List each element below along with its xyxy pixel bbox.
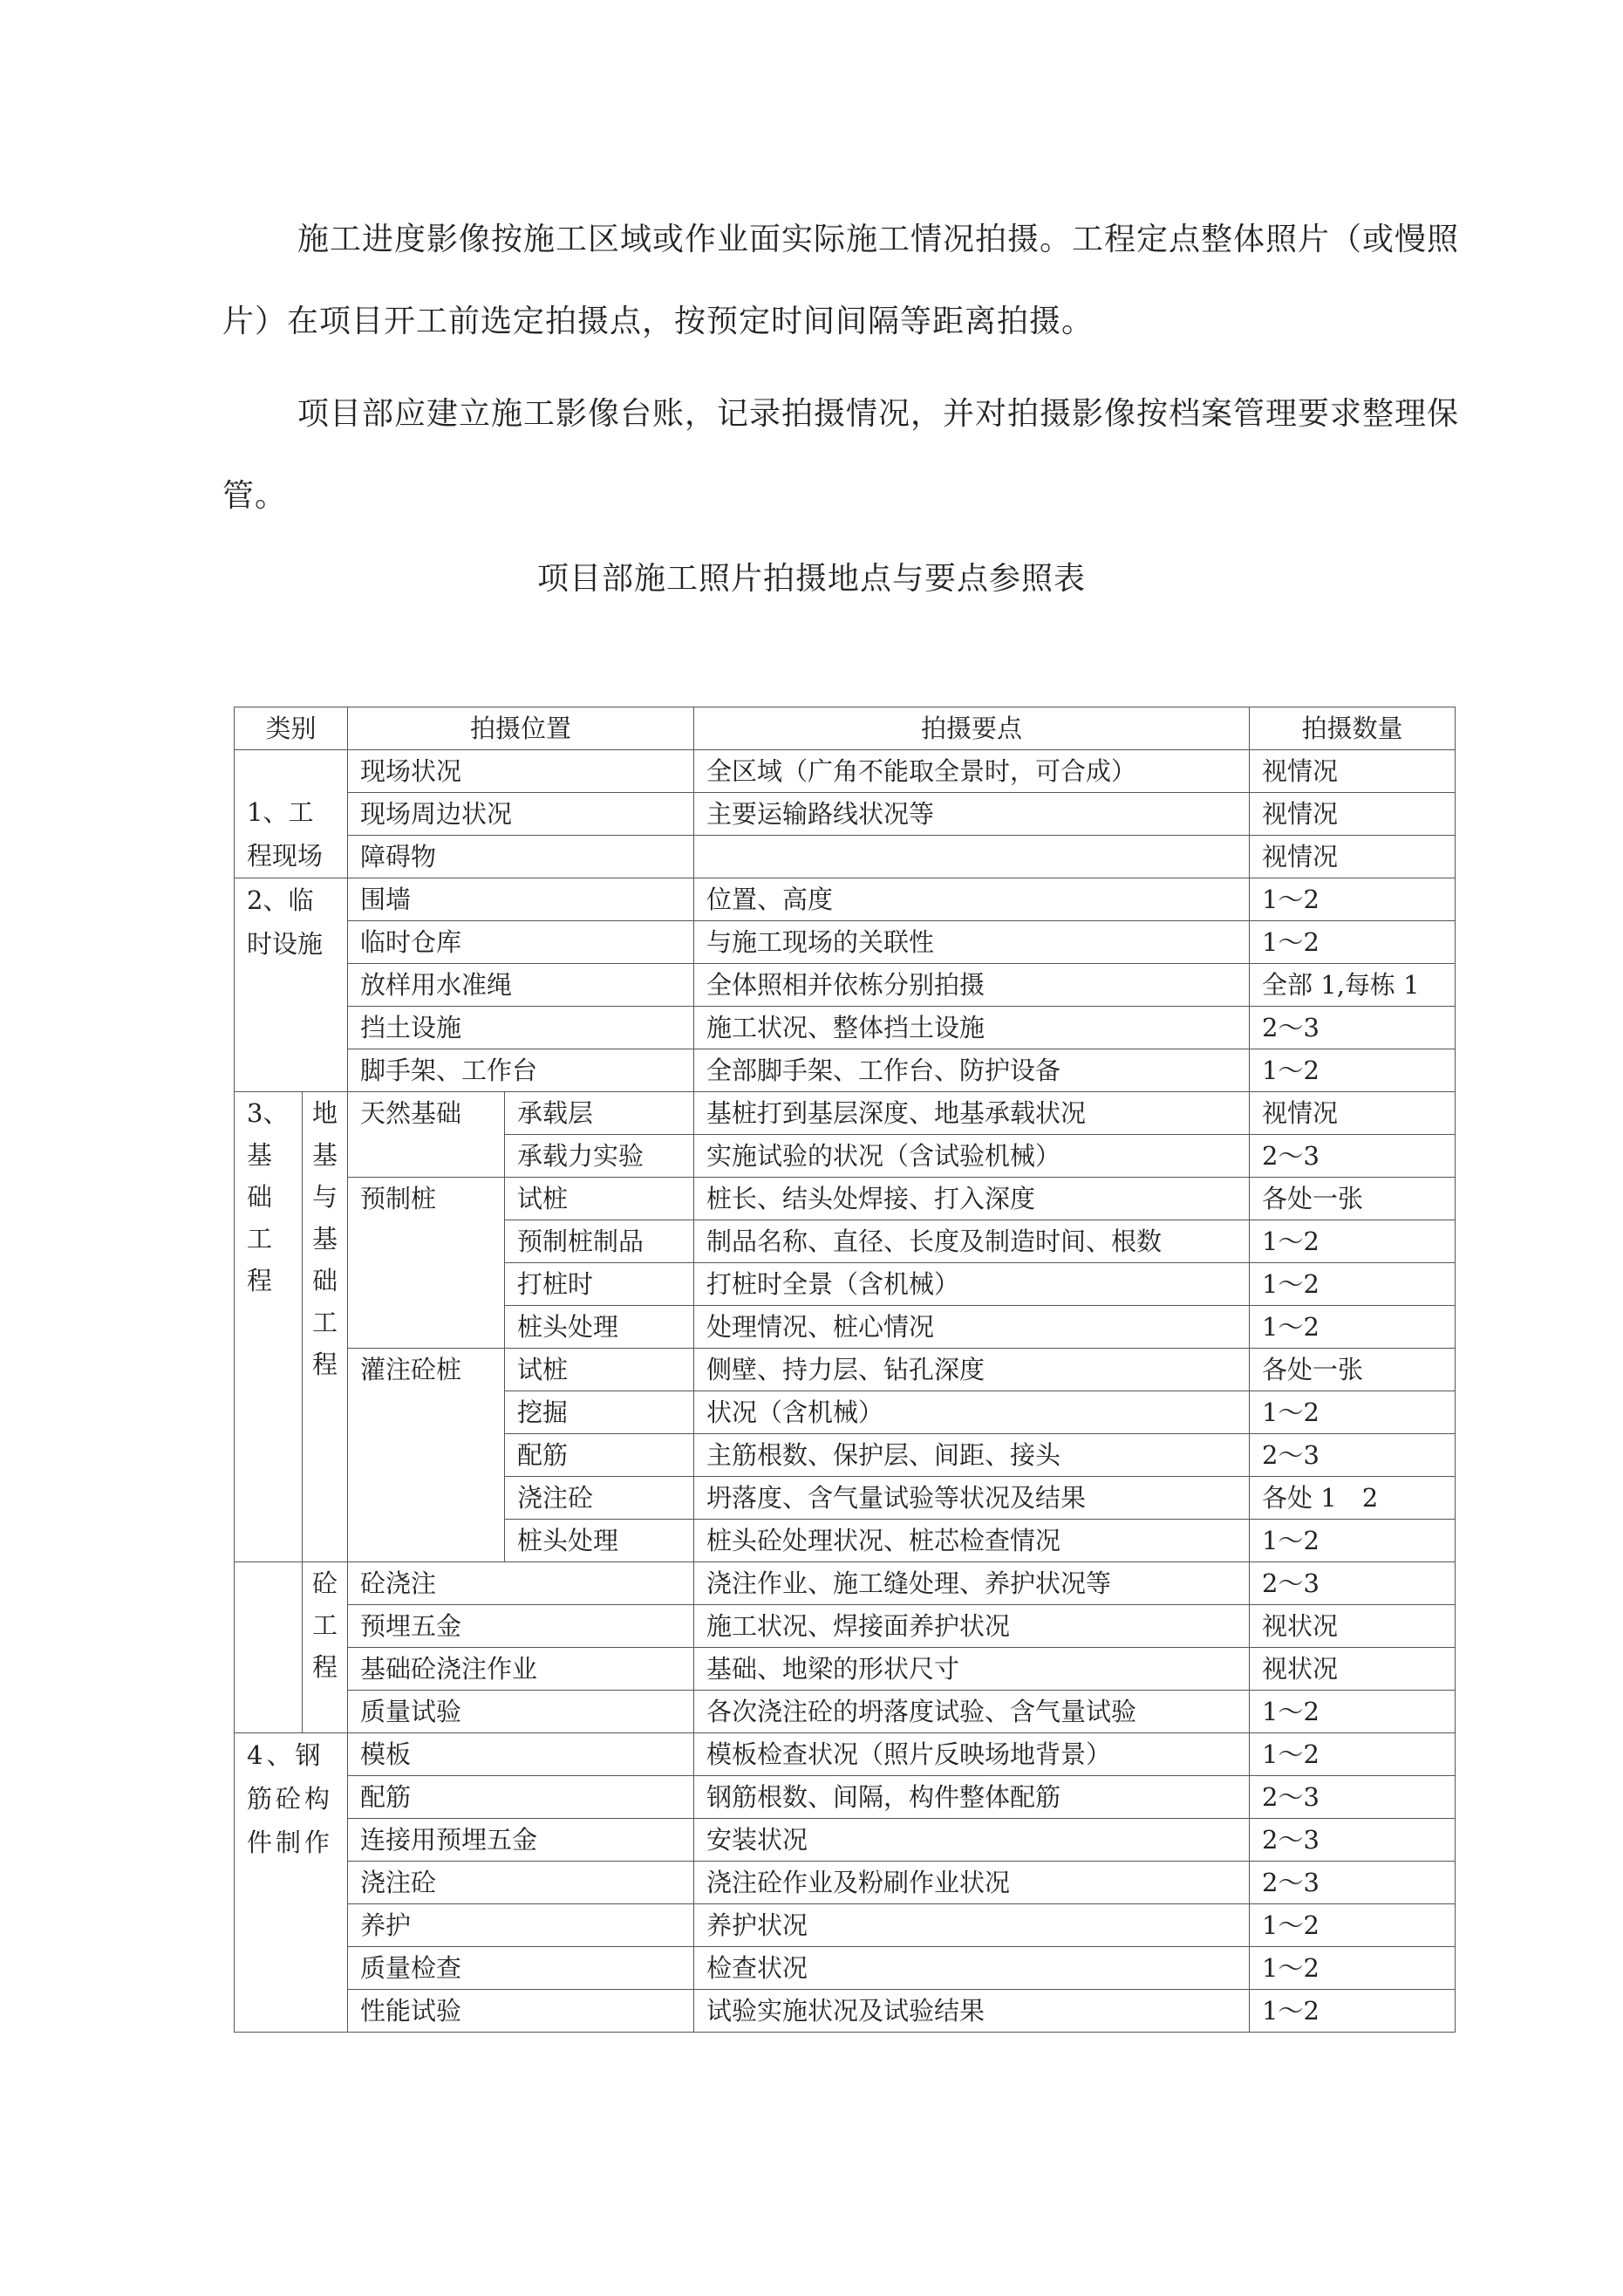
count-cell: 1〜2 [1250, 921, 1456, 964]
category-temporary: 2、临时设施 [235, 878, 348, 1092]
header-location: 拍摄位置 [348, 707, 694, 750]
count-cell: 1〜2 [1250, 1049, 1456, 1092]
photo-reference-table [234, 707, 1456, 2033]
points-cell: 坍落度、含气量试验等状况及结果 [694, 1477, 1250, 1520]
location-cell: 配筋 [348, 1776, 694, 1819]
table-row [235, 1947, 1456, 1990]
count-cell: 视情况 [1250, 793, 1456, 836]
table-row [235, 1691, 1456, 1733]
count-cell: 1〜2 [1250, 1520, 1456, 1562]
points-cell: 浇注作业、施工缝处理、养护状况等 [694, 1562, 1250, 1605]
category-site: 1、工程现场 [235, 750, 348, 878]
points-cell: 制品名称、直径、长度及制造时间、根数 [694, 1220, 1250, 1263]
location-cell: 连接用预埋五金 [348, 1819, 694, 1862]
points-cell: 处理情况、桩心情况 [694, 1306, 1250, 1349]
header-category: 类别 [235, 707, 348, 750]
table-row [235, 1605, 1456, 1648]
count-cell: 视情况 [1250, 836, 1456, 878]
points-cell: 位置、高度 [694, 878, 1250, 921]
count-cell: 2〜3 [1250, 1434, 1456, 1477]
count-cell: 各处一张 [1250, 1349, 1456, 1391]
count-cell: 1〜2 [1250, 1947, 1456, 1990]
category-foundation: 3、 基 础 工 程 [235, 1092, 303, 1562]
item-cell: 打桩时 [505, 1263, 694, 1306]
table-row [235, 1733, 1456, 1776]
table-row [235, 964, 1456, 1007]
location-cell: 放样用水准绳 [348, 964, 694, 1007]
category-rc-members: 4、钢筋砼构件制作 [235, 1733, 348, 2033]
count-cell: 2〜3 [1250, 1819, 1456, 1862]
points-cell: 全部脚手架、工作台、防护设备 [694, 1049, 1250, 1092]
table-header-row [235, 707, 1456, 750]
points-cell: 模板检查状况（照片反映场地背景） [694, 1733, 1250, 1776]
count-cell: 1〜2 [1250, 878, 1456, 921]
location-cell: 质量检查 [348, 1947, 694, 1990]
location-cell: 质量试验 [348, 1691, 694, 1733]
count-cell: 视情况 [1250, 1092, 1456, 1135]
location-cell: 模板 [348, 1733, 694, 1776]
count-cell: 2〜3 [1250, 1007, 1456, 1049]
count-cell: 2〜3 [1250, 1562, 1456, 1605]
table-row [235, 1349, 1456, 1391]
table-row [235, 793, 1456, 836]
count-cell: 1〜2 [1250, 1391, 1456, 1434]
points-cell: 实施试验的状况（含试验机械） [694, 1135, 1250, 1178]
points-cell: 全体照相并依栋分别拍摄 [694, 964, 1250, 1007]
table-row [235, 921, 1456, 964]
points-cell: 主要运输路线状况等 [694, 793, 1250, 836]
item-cell: 桩头处理 [505, 1306, 694, 1349]
location-cell: 围墙 [348, 878, 694, 921]
points-cell: 打桩时全景（含机械） [694, 1263, 1250, 1306]
subcategory-foundation-works: 地 基 与 基 础 工 程 [303, 1092, 348, 1562]
item-cell: 承载层 [505, 1092, 694, 1135]
count-cell: 2〜3 [1250, 1135, 1456, 1178]
points-cell: 养护状况 [694, 1904, 1250, 1947]
points-cell: 侧壁、持力层、钻孔深度 [694, 1349, 1250, 1391]
count-cell: 全部 1,每栋 1 [1250, 964, 1456, 1007]
category-foundation-continued [235, 1562, 303, 1733]
count-cell: 1〜2 [1250, 1220, 1456, 1263]
location-natural-foundation: 天然基础 [348, 1092, 505, 1178]
item-cell: 桩头处理 [505, 1520, 694, 1562]
table-row [235, 1007, 1456, 1049]
points-cell: 桩长、结头处焊接、打入深度 [694, 1178, 1250, 1220]
item-cell: 预制桩制品 [505, 1220, 694, 1263]
table-row [235, 1904, 1456, 1947]
location-cell: 脚手架、工作台 [348, 1049, 694, 1092]
item-cell: 浇注砼 [505, 1477, 694, 1520]
table-row [235, 1990, 1456, 2033]
location-cell: 临时仓库 [348, 921, 694, 964]
item-cell: 配筋 [505, 1434, 694, 1477]
count-cell: 各处 1 2 [1250, 1477, 1456, 1520]
table-row [235, 1776, 1456, 1819]
points-cell: 主筋根数、保护层、间距、接头 [694, 1434, 1250, 1477]
points-cell: 各次浇注砼的坍落度试验、含气量试验 [694, 1691, 1250, 1733]
table-row [235, 1862, 1456, 1904]
location-cell: 现场状况 [348, 750, 694, 793]
points-cell: 安装状况 [694, 1819, 1250, 1862]
item-cell: 承载力实验 [505, 1135, 694, 1178]
points-cell: 检查状况 [694, 1947, 1250, 1990]
item-cell: 试桩 [505, 1349, 694, 1391]
points-cell [694, 836, 1250, 878]
points-cell: 浇注砼作业及粉刷作业状况 [694, 1862, 1250, 1904]
points-cell: 全区域（广角不能取全景时，可合成） [694, 750, 1250, 793]
points-cell: 与施工现场的关联性 [694, 921, 1250, 964]
table-row [235, 1178, 1456, 1220]
header-count: 拍摄数量 [1250, 707, 1456, 750]
location-cell: 挡土设施 [348, 1007, 694, 1049]
item-cell: 试桩 [505, 1178, 694, 1220]
location-cell: 砼浇注 [348, 1562, 694, 1605]
count-cell: 视状况 [1250, 1605, 1456, 1648]
table-row [235, 1819, 1456, 1862]
points-cell: 钢筋根数、间隔，构件整体配筋 [694, 1776, 1250, 1819]
location-precast-pile: 预制桩 [348, 1178, 505, 1349]
location-bored-pile: 灌注砼桩 [348, 1349, 505, 1562]
table-row [235, 878, 1456, 921]
table-row [235, 1648, 1456, 1691]
points-cell: 基础、地梁的形状尺寸 [694, 1648, 1250, 1691]
count-cell: 2〜3 [1250, 1862, 1456, 1904]
count-cell: 1〜2 [1250, 1990, 1456, 2033]
paragraph-photo-ledger: 项目部应建立施工影像台账，记录拍摄情况，并对拍摄影像按档案管理要求整理保管。 [222, 396, 1460, 514]
count-cell: 1〜2 [1250, 1263, 1456, 1306]
points-cell: 状况（含机械） [694, 1391, 1250, 1434]
count-cell: 1〜2 [1250, 1306, 1456, 1349]
location-cell: 障碍物 [348, 836, 694, 878]
table-row [235, 836, 1456, 878]
table-row [235, 1049, 1456, 1092]
points-cell: 桩头砼处理状况、桩芯检查情况 [694, 1520, 1250, 1562]
count-cell: 1〜2 [1250, 1691, 1456, 1733]
header-points: 拍摄要点 [694, 707, 1250, 750]
table-row [235, 750, 1456, 793]
count-cell: 2〜3 [1250, 1776, 1456, 1819]
points-cell: 施工状况、焊接面养护状况 [694, 1605, 1250, 1648]
item-cell: 挖掘 [505, 1391, 694, 1434]
location-cell: 性能试验 [348, 1990, 694, 2033]
location-cell: 预埋五金 [348, 1605, 694, 1648]
location-cell: 浇注砼 [348, 1862, 694, 1904]
subcategory-concrete-works: 砼 工 程 [303, 1562, 348, 1733]
count-cell: 1〜2 [1250, 1904, 1456, 1947]
table-row [235, 1562, 1456, 1605]
table-title: 项目部施工照片拍摄地点与要点参照表 [536, 561, 1086, 597]
table-row [235, 1092, 1456, 1135]
count-cell: 视情况 [1250, 750, 1456, 793]
points-cell: 基桩打到基层深度、地基承载状况 [694, 1092, 1250, 1135]
location-cell: 养护 [348, 1904, 694, 1947]
points-cell: 施工状况、整体挡土设施 [694, 1007, 1250, 1049]
points-cell: 试验实施状况及试验结果 [694, 1990, 1250, 2033]
count-cell: 各处一张 [1250, 1178, 1456, 1220]
location-cell: 现场周边状况 [348, 793, 694, 836]
location-cell: 基础砼浇注作业 [348, 1648, 694, 1691]
paragraph-progress-photos: 施工进度影像按施工区域或作业面实际施工情况拍摄。工程定点整体照片（或慢照片）在项目开工前选定拍摄点，按预定时间间隔等距离拍摄。 [222, 222, 1460, 339]
count-cell: 视状况 [1250, 1648, 1456, 1691]
count-cell: 1〜2 [1250, 1733, 1456, 1776]
